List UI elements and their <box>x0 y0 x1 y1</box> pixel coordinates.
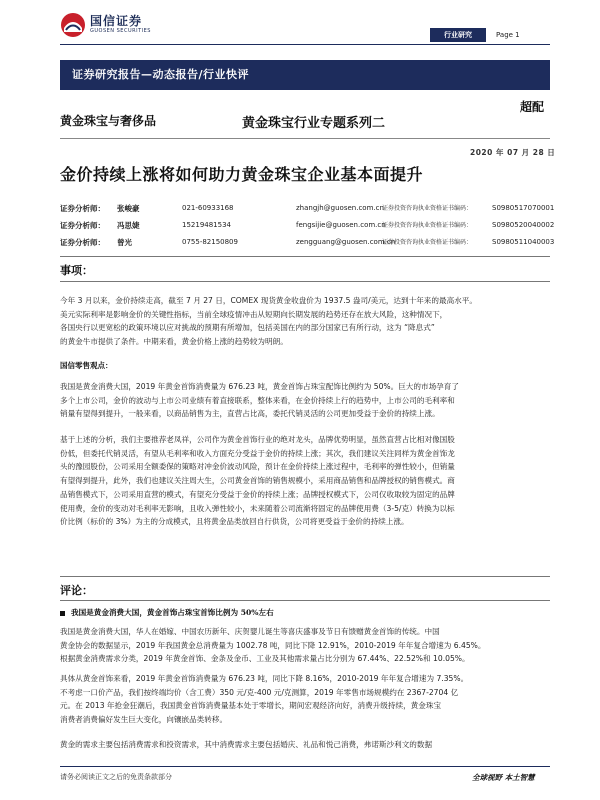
bullet-text: 我国是黄金消费大国，黄金首饰占珠宝首饰比例为 50%左右 <box>71 608 274 617</box>
category-badge: 行业研究 <box>430 28 486 42</box>
logo-english-text: GUOSEN SECURITIES <box>90 28 151 34</box>
text-line: 不考虑一口价产品，我们按终端均价（含工费）350 元/克-400 元/克测算，2019 年零售市场规模约在 2367-2704 亿 <box>60 687 459 697</box>
analyst-email[interactable]: fengsijie@guosen.com.cn <box>296 221 386 229</box>
disclaimer-note: 请务必阅读正文之后的免责条款部分 <box>60 773 172 781</box>
text-line: 黄金协会的数据显示，2019 年我国黄金总消费量为 1002.78 吨，同比下降 12.91%，2010-2019 年年复合增速为 6.45%。 <box>60 640 486 650</box>
analyst-email[interactable]: zengguang@guosen.com.cn <box>296 238 396 246</box>
analyst-role: 证券分析师： <box>60 221 105 230</box>
section-divider <box>60 600 550 601</box>
analyst-phone: 0755-82150809 <box>182 238 238 246</box>
text-line: 我国是黄金消费大国，华人在婚嫁、中国农历新年、庆贺婴儿诞生等喜庆盛事及节日有馈赠黄金首饰的传统。中国 <box>60 627 440 636</box>
views-heading: 国信零售观点： <box>60 361 113 370</box>
series-title: 黄金珠宝行业专题系列二 <box>242 116 386 131</box>
text-line: 销量有望得到提升，一般来看，以商品销售为主，直营占比高，委托代销灵活的公司更加受益于金价的持续上涨。 <box>60 409 440 419</box>
section-divider <box>60 256 550 257</box>
text-line: 我国是黄金消费大国，2019 年黄金首饰消费量为 676.23 吨，黄金首饰占珠宝配饰比例约为 50%。巨大的市场孕育了 <box>60 382 459 391</box>
comments-heading: 评论： <box>60 584 93 597</box>
page-title: 金价持续上涨将如何助力黄金珠宝企业基本面提升 <box>60 165 424 184</box>
logo-text: 国信证券 <box>90 14 143 28</box>
analyst-cert-label: 证券投资咨询执业资格证书编码： <box>382 205 473 212</box>
text-line: 具体从黄金首饰来看，2019 年黄金首饰消费量为 676.23 吨，同比下降 8.16%，2010-2019 年年复合增速为 7.35%。 <box>60 674 469 683</box>
text-line: 品销售模式下，公司采用直营的模式，有望充分受益于金价的持续上涨；品牌授权模式下，公司仅收取较为固定的品牌 <box>60 489 455 499</box>
event-paragraph <box>60 294 550 349</box>
footer-divider <box>60 766 550 767</box>
analyst-email[interactable]: zhangjh@guosen.com.cn <box>296 204 384 212</box>
report-type-banner <box>60 60 550 90</box>
analyst-row <box>60 200 560 217</box>
report-type-text: 证券研究报告—动态报告/行业快评 <box>72 68 250 81</box>
page-number: Page 1 <box>496 31 520 39</box>
square-bullet-icon <box>60 611 65 616</box>
views-recommendation-paragraph <box>60 433 550 529</box>
analyst-cert-code: S0980511040003 <box>492 238 555 246</box>
series-divider <box>60 138 550 139</box>
comments-paragraph <box>60 625 550 666</box>
analyst-role: 证券分析师： <box>60 238 105 247</box>
bullet-point <box>60 607 274 618</box>
text-line: 基于上述的分析，我们主要推荐老凤祥，公司作为黄金首饰行业的绝对龙头，品牌优势明显，虽然直营占比相对像国股 <box>60 435 455 444</box>
analyst-role: 证券分析师： <box>60 204 105 213</box>
analyst-cert-code: S0980520040002 <box>492 221 555 229</box>
analyst-list <box>60 200 560 251</box>
text-line: 消费者消费偏好发生巨大变化，向镶嵌品类转移。 <box>60 715 228 725</box>
analyst-row <box>60 217 560 234</box>
analyst-cert-code: S0980517070001 <box>492 204 555 212</box>
text-line: 美元实际利率是影响金价的关键性指标，当前全球疫情冲击从短期向长期发展的趋势还存在放大风险，这种情况下， <box>60 309 448 319</box>
section-divider <box>60 576 550 577</box>
event-heading: 事项： <box>60 264 93 277</box>
text-line: 头的豫园股份，公司采用全额委保的策略对冲金价波动风险，预计在金价持续上涨过程中，毛利率的弹性较小，但销量 <box>60 462 455 472</box>
text-line: 有望得到提升，此外，我们也建议关注周大生，公司黄金首饰的销售规模小，采用商品销售和品牌授权的销售模式。商 <box>60 476 455 486</box>
text-line: 黄金的需求主要包括消费需求和投资需求，其中消费需求主要包括婚庆、礼品和悦己消费，弗诺斯沙利文的数据 <box>60 740 433 749</box>
header-divider <box>60 44 550 45</box>
text-line: 价比例（标价的 3%）为主的分成模式，且将黄金品类放回自行供货，公司将更受益于金价的持续上涨。 <box>60 517 409 527</box>
comments-paragraph <box>60 738 550 752</box>
analyst-cert-label: 证券投资咨询执业资格证书编码： <box>382 222 473 229</box>
text-line: 根据黄金消费需求分类，2019 年黄金首饰、金条及金币、工业及其他需求量占比分别为 67.44%、22.52%和 10.05%。 <box>60 654 470 664</box>
analyst-phone: 021-60933168 <box>182 204 234 212</box>
analyst-row <box>60 234 560 251</box>
analyst-name: 曾光 <box>117 238 132 247</box>
footer-slogan: 全球视野 本土智慧 <box>472 773 535 782</box>
text-line: 各国央行以更宽松的政策环境以应对挑战的预期有所增加，包括美国在内的部分国家已有所行动，这为 “降息式” <box>60 323 435 333</box>
text-line: 的黄金牛市提供了条件。中期来看，黄金价格上涨的趋势较为明朗。 <box>60 337 288 347</box>
rating-label: 超配 <box>520 100 545 114</box>
text-line: 多个上市公司，金价的波动与上市公司业绩有着直接联系，整体来看，在金价持续上行的趋势中，上市公司的毛利率和 <box>60 395 455 405</box>
analyst-phone: 15219481534 <box>182 221 231 229</box>
analyst-cert-label: 证券投资咨询执业资格证书编码： <box>382 239 473 246</box>
sector-name: 黄金珠宝与奢侈品 <box>60 114 157 128</box>
text-line: 元。在 2013 年抢金狂潮后，我国黄金首饰消费量基本处于零增长，期间宏观经济向好，消费升级持续，黄金珠宝 <box>60 701 442 711</box>
report-date: 2020 年 07 月 28 日 <box>470 148 556 157</box>
section-divider <box>60 281 550 282</box>
comments-paragraph <box>60 672 550 727</box>
guosen-logo-icon <box>60 12 86 38</box>
text-line: 使用费，金价的变动对毛利率无影响，且收入弹性较小，未来随着公司流渐将固定的品牌使用费（3-5/克）转换为以标 <box>60 503 455 513</box>
views-paragraph <box>60 380 550 421</box>
analyst-name: 张峻豪 <box>117 204 140 213</box>
text-line: 份低，但委托代销灵活，有望从毛利率和收入方面充分受益于金价的持续上涨；其次，我们建议关注同样为黄金首饰龙 <box>60 448 455 458</box>
text-line: 今年 3 月以来，金价持续走高，截至 7 月 27 日，COMEX 现货黄金收盘价为 1937.5 盎司/美元，达到十年来的最高水平。 <box>60 296 477 305</box>
analyst-name: 冯思婕 <box>117 221 140 230</box>
